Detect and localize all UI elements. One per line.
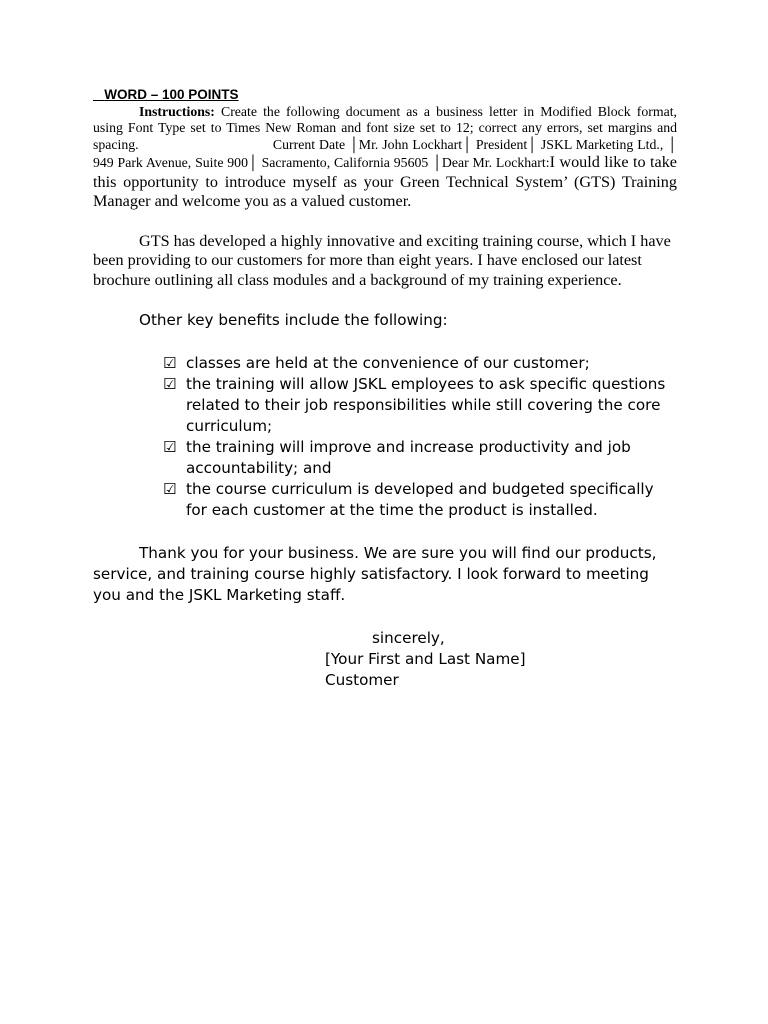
instructions-paragraph (93, 104, 681, 212)
list-item (163, 437, 677, 479)
list-item-text: the training will improve and increase productivity and job accountability; and (186, 437, 631, 477)
thank-you-paragraph: Thank you for your business. We are sure you will find our products, service, and training course highly satisfactory. I look forward to meeting you and the JSKL Marketing staff. (93, 543, 657, 604)
benefits-intro: Other key benefits include the following: (139, 310, 448, 329)
benefits-list (93, 353, 677, 521)
checkbox-icon: ☑ (163, 437, 177, 456)
list-item (163, 479, 677, 521)
title-text: WORD – 100 POINTS (104, 87, 239, 102)
closing-salutation: sincerely, (372, 628, 445, 647)
document-page (93, 86, 681, 691)
body-paragraph-gts: GTS has developed a highly innovative and exciting training course, which I have been providing to our customers for more than eight years. I have enclosed our latest brochure outlining all class modules and a background of my training experience. (93, 231, 671, 289)
title-underline-lead (93, 87, 104, 102)
signature-name: [Your First and Last Name] (325, 649, 526, 668)
spacer (93, 606, 677, 628)
instructions-label: Instructions: (139, 104, 215, 119)
spacer (93, 331, 677, 353)
opening-paragraph: I would like to take this opportunity to introduce myself as your Green Technical System’ (GTS) Training Manager and welcome you as a valued customer. (93, 153, 677, 211)
list-item-text: classes are held at the convenience of our customer; (186, 353, 590, 372)
list-item-text: the course curriculum is developed and budgeted specifically for each customer at the time the product is installed. (186, 479, 654, 519)
spacer (93, 212, 677, 232)
spacer (93, 291, 677, 310)
checkbox-icon: ☑ (163, 479, 177, 498)
list-item (163, 374, 677, 437)
checkbox-icon: ☑ (163, 374, 177, 393)
page-title (93, 86, 677, 104)
list-item (163, 353, 677, 374)
signature-title: Customer (325, 670, 399, 689)
spacer (93, 521, 677, 543)
list-item-text: the training will allow JSKL employees to ask specific questions related to their job responsibilities while still covering the core curriculum; (186, 374, 666, 435)
instructions-text: Create the following document as a business letter in Modified Block format, using Font Type set to Times New Roman and font size set to 12; correct any errors, set margins and spacing. Current Date │Mr. John Lockhart│ President│ JSKL Marketing Ltd., │ 949 Park Avenue, Suite 900│ Sacramento, California 95605 │Dear Mr. Lockhart: (93, 104, 681, 171)
checkbox-icon: ☑ (163, 353, 177, 372)
